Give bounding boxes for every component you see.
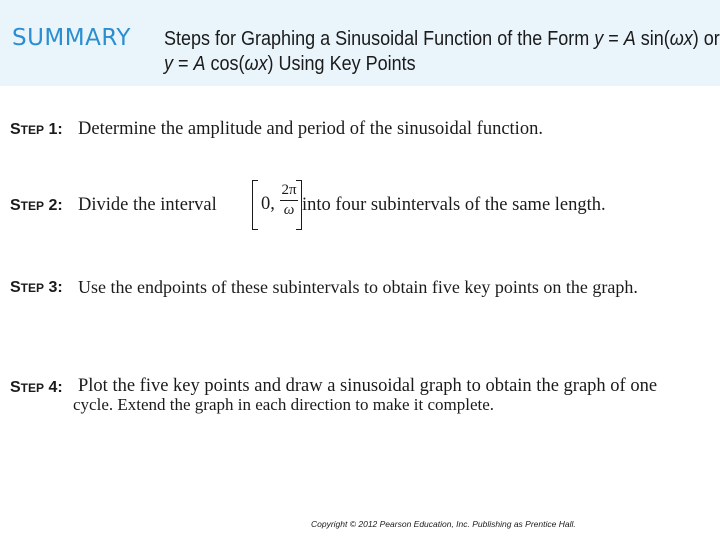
title-using-key-points: ) Using Key Points (267, 53, 416, 75)
interval-zero: 0, (261, 194, 275, 214)
title-sin: sin( (635, 28, 670, 50)
step-2-text-before: Divide the interval (78, 195, 217, 215)
left-bracket (252, 180, 258, 230)
summary-header-band (0, 0, 720, 86)
step-3-label (10, 279, 63, 297)
step-4-label (10, 379, 63, 397)
title-var-a: A (193, 53, 206, 75)
title-var-y: y (164, 53, 173, 75)
title-or: ) or (692, 28, 720, 50)
summary-label: SUMMARY (12, 25, 131, 51)
title-text: Steps for Graphing a Sinusoidal Function of the Form (164, 28, 595, 50)
interval-expression (252, 180, 302, 230)
step-label-number: 3: (44, 279, 63, 296)
step-1-label (10, 121, 63, 139)
step-2-text-after: into four subintervals of the same length. (302, 195, 606, 215)
step-label-initial: S (10, 379, 21, 396)
fraction-numerator: 2π (281, 182, 297, 198)
summary-title-line-2 (164, 52, 661, 77)
title-var-omega-x: ωx (669, 28, 693, 50)
title-var-a: A (623, 28, 636, 50)
step-2-label (10, 197, 63, 215)
copyright-notice: Copyright © 2012 Pearson Education, Inc. Publishing as Prentice Hall. (311, 519, 576, 529)
step-label-smallcaps: TEP (20, 281, 45, 295)
step-label-number: 1: (44, 121, 63, 138)
step-label-initial: S (10, 279, 21, 296)
step-4-text: Plot the five key points and draw a sinusoidal graph to obtain the graph of one (78, 376, 658, 396)
step-label-number: 2: (44, 197, 63, 214)
fraction-denominator: ω (283, 202, 295, 218)
title-cos: cos( (205, 53, 245, 75)
step-1-text: Determine the amplitude and period of the sinusoidal function. (78, 119, 543, 139)
title-var-omega-x: ωx (244, 53, 268, 75)
step-4-text-continued: cycle. Extend the graph in each direction to make it complete. (73, 395, 495, 414)
summary-title (164, 27, 720, 77)
step-3-text: Use the endpoints of these subintervals to obtain five key points on the graph. (78, 277, 638, 297)
step-label-smallcaps: TEP (20, 381, 45, 395)
step-label-initial: S (10, 197, 21, 214)
step-label-smallcaps: TEP (20, 123, 45, 137)
step-label-initial: S (10, 121, 21, 138)
step-label-smallcaps: TEP (20, 199, 45, 213)
title-var-y: y (594, 28, 604, 50)
step-label-number: 4: (44, 379, 63, 396)
summary-title-line-1 (164, 27, 720, 52)
title-equals: = (603, 28, 624, 50)
title-equals: = (173, 53, 194, 75)
